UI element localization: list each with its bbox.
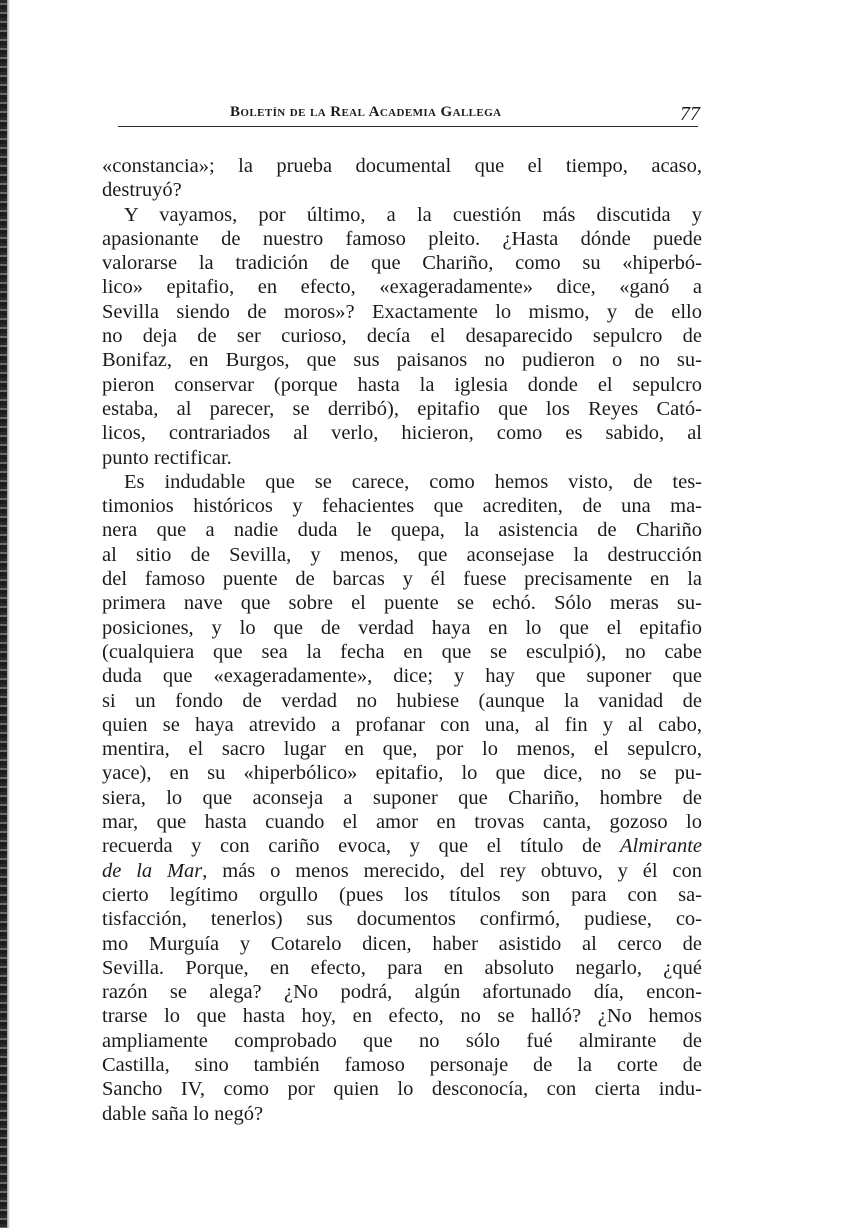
page-number: 77 xyxy=(680,103,700,125)
italic-title-fragment: Almirante xyxy=(620,835,702,858)
text-line: tisfacción, tenerlos) sus documentos confirmó, pudiese, co- xyxy=(102,908,702,931)
article-body xyxy=(102,154,702,1126)
text-line: Sevilla siendo de moros»? Exactamente lo mismo, y de ello xyxy=(102,300,702,323)
text-line: posiciones, y lo que de verdad haya en lo que el epitafio xyxy=(102,616,702,639)
text-line: del famoso puente de barcas y él fuese precisamente en la xyxy=(102,568,702,591)
header-rule xyxy=(118,126,698,127)
text-line-with-italic xyxy=(102,859,702,883)
text-line: pieron conservar (porque hasta la iglesia donde el sepulcro xyxy=(102,373,702,396)
text-line: mar, que hasta cuando el amor en trovas canta, gozoso lo xyxy=(102,811,702,834)
text-line: Castilla, sino también famoso personaje de la corte de xyxy=(102,1053,702,1076)
text-line: Bonifaz, en Burgos, que sus paisanos no pudieron o no su- xyxy=(102,349,702,372)
text-line: mentira, el sacro lugar en que, por lo menos, el sepulcro, xyxy=(102,738,702,761)
italic-title-fragment: de la Mar xyxy=(102,859,203,882)
text-line: apasionante de nuestro famoso pleito. ¿Hasta dónde puede xyxy=(102,227,702,250)
text-line: valorarse la tradición de que Chariño, como su «hiperbó- xyxy=(102,252,702,275)
text-line: estaba, al parecer, se derribó), epitafio que los Reyes Cató- xyxy=(102,397,702,420)
text-line: destruyó? xyxy=(102,179,182,202)
text-line: punto rectificar. xyxy=(102,446,232,469)
text-line: (cualquiera que sea la fecha en que se esculpió), no cabe xyxy=(102,640,702,663)
text-line: yace), en su «hiperbólico» epitafio, lo que dice, no se pu- xyxy=(102,762,702,785)
text-line: lico» epitafio, en efecto, «exageradamente» dice, «ganó a xyxy=(102,276,702,299)
text-line: dable saña lo negó? xyxy=(102,1102,264,1125)
text-line-with-italic xyxy=(102,834,702,858)
text-line: ampliamente comprobado que no sólo fué almirante de xyxy=(102,1029,702,1052)
page-edge-shadow xyxy=(7,0,10,1228)
text-line: cierto legítimo orgullo (pues los títulos son para con sa- xyxy=(102,883,702,906)
journal-title: Boletín de la Real Academia Gallega xyxy=(230,104,502,120)
text-line: no deja de ser curioso, decía el desaparecido sepulcro de xyxy=(102,325,702,348)
text-fragment: , más o menos merecido, del rey obtuvo, y él con xyxy=(202,859,702,882)
text-line: Sevilla. Porque, en efecto, para en absoluto negarlo, ¿qué xyxy=(102,956,702,979)
text-line: al sitio de Sevilla, y menos, que aconsejase la destrucción xyxy=(102,543,702,566)
text-line: Sancho IV, como por quien lo desconocía, con cierta indu- xyxy=(102,1078,702,1101)
text-line: trarse lo que hasta hoy, en efecto, no se halló? ¿No hemos xyxy=(102,1005,702,1028)
text-line: quien se haya atrevido a profanar con una, al fin y al cabo, xyxy=(102,713,702,736)
text-line: licos, contrariados al verlo, hicieron, como es sabido, al xyxy=(102,422,702,445)
text-line: siera, lo que aconseja a suponer que Chariño, hombre de xyxy=(102,786,702,809)
text-line: Es indudable que se carece, como hemos visto, de tes- xyxy=(124,470,702,493)
text-line: primera nave que sobre el puente se echó. Sólo meras su- xyxy=(102,592,702,615)
text-line: razón se alega? ¿No podrá, algún afortunado día, encon- xyxy=(102,981,702,1004)
text-line: Y vayamos, por último, a la cuestión más discutida y xyxy=(124,203,702,226)
text-line: duda que «exageradamente», dice; y hay que suponer que xyxy=(102,665,702,688)
text-line: mo Murguía y Cotarelo dicen, haber asistido al cerco de xyxy=(102,932,702,955)
text-line: si un fondo de verdad no hubiese (aunque la vanidad de xyxy=(102,689,702,712)
text-line: timonios históricos y fehacientes que acrediten, de una ma- xyxy=(102,495,702,518)
text-line: «constancia»; la prueba documental que el tiempo, acaso, xyxy=(102,155,702,177)
text-fragment: recuerda y con cariño evoca, y que el título de xyxy=(102,835,602,858)
scanned-page-edge xyxy=(0,0,7,1228)
text-line: nera que a nadie duda le quepa, la asistencia de Chariño xyxy=(102,519,702,542)
running-header xyxy=(100,104,700,126)
